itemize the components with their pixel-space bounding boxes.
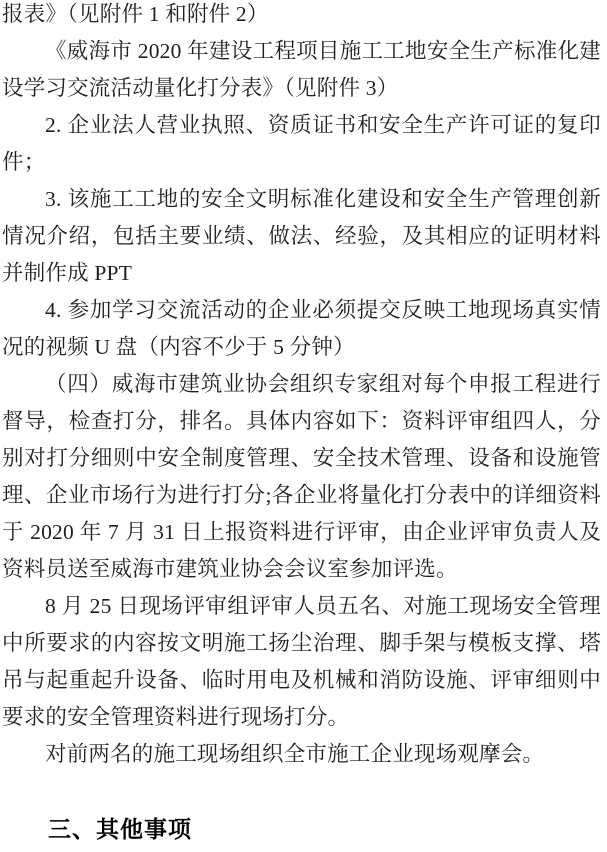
paragraph-attachment-table: 《威海市 2020 年建设工程项目施工工地安全生产标准化建设学习交流活动量化打分表》（见附件 3） — [2, 39, 601, 100]
paragraph-onsite-review: 8 月 25 日现场评审组评审人员五名、对施工现场安全管理中所要求的内容按文明施工扬尘治理、脚手架与模板支撑、塔吊与起重起升设备、临时用电及机械和消防设施、评审细则中要求的安全管理资料进行现场打分。 — [2, 594, 601, 729]
section-heading-other-matters: 三、其他事项 — [48, 816, 192, 842]
paragraph-section-four: （四）威海市建筑业协会组织专家组对每个申报工程进行督导，检查打分，排名。具体内容如下：资料评审组四人，分别对打分细则中安全制度管理、安全技术管理、设备和设施管理、企业市场行为进行打分;各企业将量化打分表中的详细资料于 2020 年 7 月 31 日上报资料进行评审，由企业评审负责人及资料员送至威海市建筑业协会会议室参加评选。 — [2, 372, 601, 581]
document-body — [2, 0, 601, 844]
paragraph-item-4: 4. 参加学习交流活动的企业必须提交反映工地现场真实情况的视频 U 盘（内容不少于 5 分钟） — [2, 298, 601, 359]
paragraph-item-2: 2. 企业法人营业执照、资质证书和安全生产许可证的复印件； — [2, 113, 601, 174]
paragraph-continuation: 报表》（见附件 1 和附件 2） — [2, 2, 269, 26]
paragraph-item-3: 3. 该施工工地的安全文明标准化建设和安全生产管理创新情况介绍，包括主要业绩、做法、经验，及其相应的证明材料并制作成 PPT — [2, 187, 601, 285]
paragraph-observation-meeting: 对前两名的施工现场组织全市施工企业现场观摩会。 — [45, 742, 545, 766]
